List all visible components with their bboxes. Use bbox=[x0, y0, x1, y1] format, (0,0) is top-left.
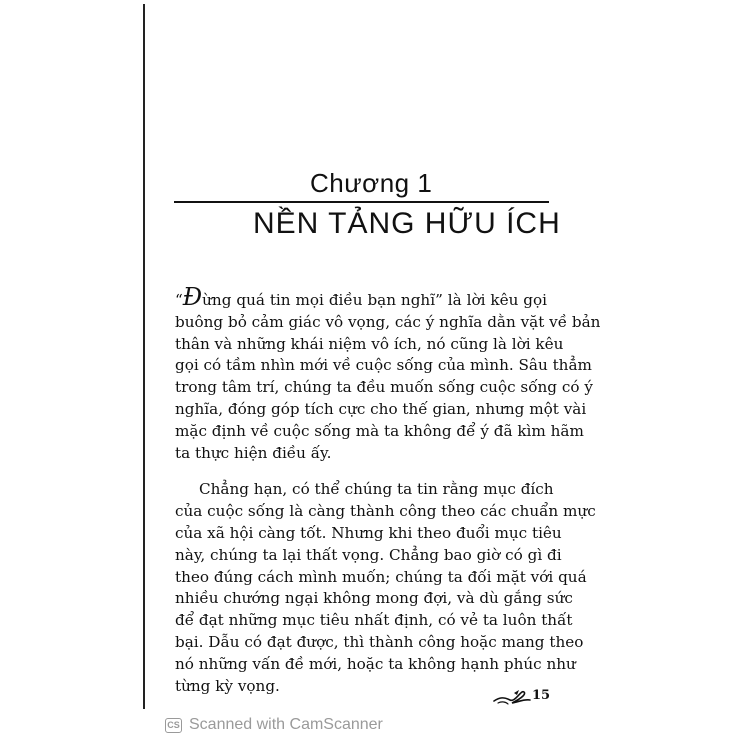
watermark-text: Scanned with CamScanner bbox=[189, 716, 383, 733]
text-line: của xã hội càng tốt. Nhưng khi theo đuổi mục tiêu bbox=[175, 523, 562, 542]
chapter-title: NỀN TẢNG HỮU ÍCH bbox=[253, 207, 561, 240]
paragraph-1 bbox=[175, 283, 601, 464]
text-line bbox=[175, 283, 547, 312]
text-line: để đạt những mục tiêu nhất định, có vẻ ta luôn thất bbox=[175, 611, 573, 630]
open-quote: “ bbox=[175, 291, 183, 309]
chapter-divider bbox=[174, 201, 549, 203]
text-line: thân và những khái niệm vô ích, nó cũng là lời kêu bbox=[175, 334, 564, 353]
text-line: nó những vấn đề mới, hoặc ta không hạnh phúc như bbox=[175, 654, 576, 673]
camscanner-watermark bbox=[165, 715, 383, 735]
text-line: ta thực hiện điều ấy. bbox=[175, 443, 332, 462]
text-line: gọi có tầm nhìn mới về cuộc sống của mình. Sâu thẳm bbox=[175, 356, 592, 375]
chapter-label: Chương 1 bbox=[310, 168, 433, 198]
text-line: của cuộc sống là càng thành công theo các chuẩn mực bbox=[175, 502, 596, 521]
drop-cap: Đ bbox=[182, 283, 203, 311]
decorative-swash-icon bbox=[492, 687, 532, 707]
text-line: bại. Dẫu có đạt được, thì thành công hoặc mang theo bbox=[175, 632, 584, 651]
text-line: trong tâm trí, chúng ta đều muốn sống cuộc sống có ý bbox=[175, 378, 593, 397]
text-line: nghĩa, đóng góp tích cực cho thế gian, nhưng một vài bbox=[175, 399, 587, 418]
first-line-rest: ừng quá tin mọi điều bạn nghĩ” là lời kêu gọi bbox=[202, 291, 547, 309]
text-line: từng kỳ vọng. bbox=[175, 676, 280, 695]
text-line: mặc định về cuộc sống mà ta không để ý đã kìm hãm bbox=[175, 421, 584, 440]
text-line: này, chúng ta lại thất vọng. Chẳng bao giờ có gì đi bbox=[175, 545, 562, 564]
text-line: buông bỏ cảm giác vô vọng, các ý nghĩa dằn vặt về bản bbox=[175, 312, 601, 331]
page-number: 15 bbox=[532, 688, 551, 703]
text-line: nhiều chướng ngại không mong đợi, và dù gắng sức bbox=[175, 589, 573, 608]
text-line: Chẳng hạn, có thể chúng ta tin rằng mục đích bbox=[199, 480, 554, 499]
camscanner-logo-icon: CS bbox=[165, 718, 182, 733]
scan-border-line bbox=[143, 4, 145, 709]
text-line: theo đúng cách mình muốn; chúng ta đối mặt với quá bbox=[175, 567, 587, 586]
